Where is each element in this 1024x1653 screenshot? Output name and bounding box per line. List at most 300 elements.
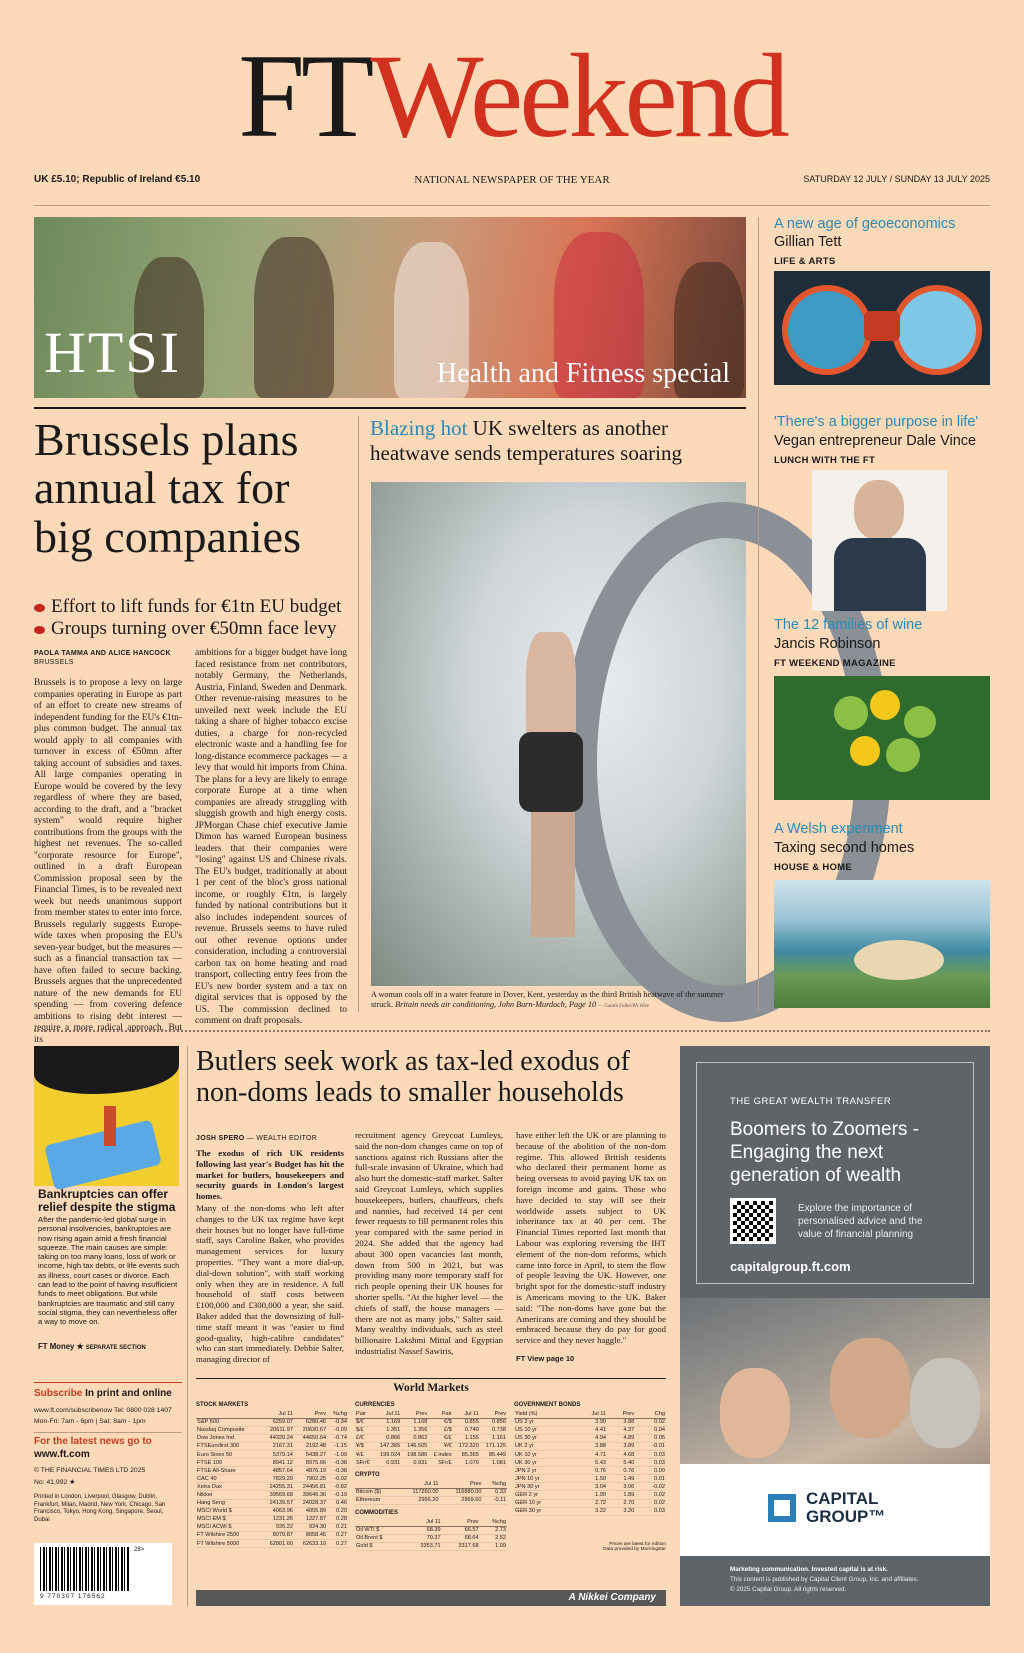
butlers-body-col-1: Many of the non-doms who left after changes to the UK tax regime have kept their houses but no longer have full-time staff, says Caroline Baker, who provides management services for luxury properties. "They want a more dial-up, dial-down solution", with staff working only when they are in residence. A full household of staff costs between £100,000 and £300,000 a year, she said. Baker added that the downsizing of full-time staff meant it was "easier to find good-quality, high-calibre candidates" who can start immediately. Debbie Salter, managing director of xyxy=(196,1203,344,1365)
commodities-cell: 3317.68 xyxy=(442,1542,480,1550)
bonds-cell: US 10 yr xyxy=(514,1426,573,1434)
currencies-cell: 0.738 xyxy=(480,1426,507,1434)
currencies-cell: SFr/€ xyxy=(355,1459,374,1467)
subscribe-divider xyxy=(34,1432,182,1433)
bonds-cell: 1.50 xyxy=(573,1475,607,1483)
bonds-table xyxy=(514,1410,666,1516)
side-1-title[interactable]: Gillian Tett xyxy=(774,234,842,250)
side-4-title[interactable]: Taxing second homes xyxy=(774,840,915,856)
stock-markets-cell: 6259.07 xyxy=(261,1418,294,1426)
bonds-row xyxy=(514,1434,666,1442)
bonds-cell: 2.72 xyxy=(573,1499,607,1507)
stock-markets-cell: 24028.37 xyxy=(294,1499,327,1507)
crypto-col-header: Jul 11 xyxy=(397,1480,440,1488)
masthead xyxy=(0,29,1024,162)
stock-markets-cell: 44650.64 xyxy=(294,1434,327,1442)
stock-markets-cell: 924.30 xyxy=(294,1523,327,1531)
commodities-cell: 1.09 xyxy=(480,1542,507,1550)
nikkei-bar xyxy=(196,1590,666,1606)
stock-markets-cell: -0.74 xyxy=(327,1434,348,1442)
currencies-cell: 172.320 xyxy=(453,1442,480,1450)
bonds-cell: 4.94 xyxy=(573,1434,607,1442)
currencies-row xyxy=(355,1418,507,1426)
bonds-cell: 0.01 xyxy=(635,1475,666,1483)
stock-markets-cell: FTSE All-Share xyxy=(196,1467,261,1475)
crypto-cell: Ethereum xyxy=(355,1496,397,1504)
butlers-intro: The exodus of rich UK residents following last year's Budget has hit the market for butlers, housekeepers and security guards in London's largest homes. xyxy=(196,1148,344,1202)
bonds-cell: JPN 2 yr xyxy=(514,1467,573,1475)
welsh-coast-photo xyxy=(774,880,990,1008)
subscribe-title[interactable]: Subscribe In print and online xyxy=(34,1388,172,1399)
heatwave-photo xyxy=(371,482,746,986)
stock-markets-cell: 4055.89 xyxy=(294,1507,327,1515)
currencies-row xyxy=(355,1426,507,1434)
stock-markets-row xyxy=(196,1531,348,1539)
currencies-cell: $/€ xyxy=(355,1418,374,1426)
currencies-cell: SFr/£ xyxy=(428,1459,452,1467)
stock-markets-cell: 20630.67 xyxy=(294,1426,327,1434)
bank-body: After the pandemic-led global surge in personal insolvencies, bankruptcies are now rising again amid a fresh financial squeeze. The main causes are simple: taking on too many loans, loss of work or income, high tax debts, or life events such as illness, court cases or divorce. Each can lead to the point of having insufficient funds to meet obligations. But while bankruptcies are traumatic and still carry social stigma, they can nevertheless offer a way to move on. xyxy=(38,1215,180,1327)
commodities-cell: 70.37 xyxy=(404,1534,442,1542)
stock-markets-row xyxy=(196,1418,348,1426)
stock-markets-cell: -0.34 xyxy=(327,1418,348,1426)
crypto-cell: -0.11 xyxy=(482,1496,507,1504)
bonds-cell: US 2 yr xyxy=(514,1418,573,1426)
bonds-cell: 0.03 xyxy=(635,1450,666,1458)
bonds-cell: 0.04 xyxy=(635,1426,666,1434)
stock-markets-row xyxy=(196,1459,348,1467)
currencies-cell: ¥/€ xyxy=(428,1442,452,1450)
stock-markets-cell: -0.38 xyxy=(327,1467,348,1475)
bonds-label: GOVERNMENT BONDS xyxy=(514,1402,581,1408)
currencies-row xyxy=(355,1442,507,1450)
bankruptcy-illustration xyxy=(34,1046,179,1186)
stock-markets-cell: -0.09 xyxy=(327,1426,348,1434)
currencies-col-header: Pair xyxy=(428,1410,452,1418)
bonds-cell: -0.01 xyxy=(635,1442,666,1450)
currencies-row xyxy=(355,1459,507,1467)
stock-markets-row xyxy=(196,1442,348,1450)
stock-markets-cell: -0.38 xyxy=(327,1459,348,1467)
heat-kicker: Blazing hot xyxy=(370,416,468,440)
bonds-cell: 0.02 xyxy=(635,1491,666,1499)
stock-markets-cell: FTSE 100 xyxy=(196,1459,261,1467)
markets-note-2: Data provided by Morningstar xyxy=(603,1546,666,1552)
currencies-table-wrap xyxy=(355,1402,507,1551)
butlers-headline[interactable]: Butlers seek work as tax-led exodus of non-doms leads to smaller households xyxy=(196,1046,630,1109)
bonds-cell: 4.68 xyxy=(607,1450,635,1458)
stock-markets-cell: 62633.10 xyxy=(294,1540,327,1548)
fold-separator xyxy=(34,1030,990,1032)
bonds-cell: 4.37 xyxy=(607,1426,635,1434)
crypto-col-header xyxy=(355,1480,397,1488)
currencies-cell: 171.125 xyxy=(480,1442,507,1450)
ad-url[interactable]: capitalgroup.ft.com xyxy=(730,1259,851,1274)
stock-markets-cell: -1.09 xyxy=(327,1450,348,1458)
side-4-kicker[interactable]: A Welsh experiment xyxy=(774,821,903,837)
lead-place: BRUSSELS xyxy=(34,659,74,666)
stock-markets-cell: 24139.57 xyxy=(261,1499,294,1507)
currencies-col-header: Prev xyxy=(480,1410,507,1418)
stock-markets-cell: 39569.68 xyxy=(261,1491,294,1499)
bonds-cell: GER 2 yr xyxy=(514,1491,573,1499)
stock-markets-cell: Hang Seng xyxy=(196,1499,261,1507)
crypto-cell: 117260.00 xyxy=(397,1488,440,1496)
markets-title: World Markets xyxy=(393,1382,469,1394)
stock-markets-cell: Euro Stoxx 50 xyxy=(196,1450,261,1458)
bonds-cell: 4.41 xyxy=(573,1426,607,1434)
commodities-row xyxy=(355,1542,507,1550)
subscribe-rule xyxy=(34,1382,182,1383)
bonds-cell: 0.76 xyxy=(607,1467,635,1475)
stock-markets-cell: S&P 500 xyxy=(196,1418,261,1426)
commodities-row xyxy=(355,1526,507,1534)
stock-markets-cell: 2167.31 xyxy=(261,1442,294,1450)
lead-bullet-2: Groups turning over €50mn face levy xyxy=(34,618,336,640)
stock-markets-cell: 0.27 xyxy=(327,1531,348,1539)
currencies-cell: 85.449 xyxy=(480,1450,507,1458)
bonds-row xyxy=(514,1467,666,1475)
currencies-cell: €/£ xyxy=(428,1434,452,1442)
stock-markets-cell: FT Wilshire 5000 xyxy=(196,1540,261,1548)
stock-markets-row xyxy=(196,1515,348,1523)
currencies-row xyxy=(355,1434,507,1442)
stock-markets-col-header xyxy=(196,1410,261,1418)
stock-markets-cell: 5438.27 xyxy=(294,1450,327,1458)
currencies-row xyxy=(355,1450,507,1458)
stock-markets-cell: 4876.19 xyxy=(294,1467,327,1475)
masthead-rule xyxy=(34,205,990,206)
stock-markets-row xyxy=(196,1499,348,1507)
side-2-title[interactable]: Vegan entrepreneur Dale Vince xyxy=(774,433,977,449)
capital-group-ad[interactable] xyxy=(680,1046,990,1606)
commodities-col-header: Prev xyxy=(442,1518,480,1526)
bonds-row xyxy=(514,1426,666,1434)
commodities-cell: 2.73 xyxy=(480,1526,507,1534)
stock-markets-cell: 6280.46 xyxy=(294,1418,327,1426)
stock-markets-cell: 0.46 xyxy=(327,1499,348,1507)
bonds-row xyxy=(514,1483,666,1491)
currencies-cell: 85.365 xyxy=(453,1450,480,1458)
bonds-cell: 3.88 xyxy=(573,1442,607,1450)
stock-markets-col-header: %chg xyxy=(327,1410,348,1418)
crypto-cell: 116880.00 xyxy=(440,1488,483,1496)
bonds-cell: 5.43 xyxy=(573,1459,607,1467)
stock-markets-cell: 8079.87 xyxy=(261,1531,294,1539)
lead-body-col-2: ambitions for a bigger budget have long faced resistance from net contributors, notably Germany, the Netherlands, Austria, Finland, Sweden and Denmark. Other revenue-raising measures to be unveiled next week include the EU taking a share of higher tobacco excise duties, a charge for non-recycled electronic waste and a handling fee for long-distance ecommerce packages — a levy that would hit imports from China. The plans for a levy are likely to enrage corporate Europe at a time when companies are already struggling with sluggish growth and high energy costs. JPMorgan Chase chief executive Jamie Dimon has warned European business leaders that their companies were "losing" against US and Chinese rivals. The EU's budget, traditionally at about 1 per cent of the bloc's gross national income, or roughly €1tn, is largely funded by national contributions but it also includes independent sources of revenue. Brussels seems to have ruled out other revenue options under consideration, including a controversial carbon tax on home heating and road transport, collecting entry fees from the EU's new border system and a tax on digital services that is opposed by the US. The commission declined to comment on draft proposals. xyxy=(195,648,347,1026)
bonds-cell: GER 30 yr xyxy=(514,1507,573,1515)
bonds-cell: 4.89 xyxy=(607,1434,635,1442)
side-1-section: LIFE & ARTS xyxy=(774,256,836,267)
crypto-cell: Bitcoin ($) xyxy=(355,1488,397,1496)
bonds-cell: 2.70 xyxy=(607,1499,635,1507)
stock-markets-row xyxy=(196,1507,348,1515)
currencies-cell: ¥/$ xyxy=(355,1442,374,1450)
bonds-row xyxy=(514,1450,666,1458)
stock-markets-cell: Dow Jones Ind xyxy=(196,1434,261,1442)
currencies-cell: 1.356 xyxy=(401,1426,428,1434)
commodities-cell: 66.57 xyxy=(442,1526,480,1534)
butlers-byline: JOSH SPERO — WEALTH EDITOR xyxy=(196,1135,318,1142)
stock-markets-cell: -0.19 xyxy=(327,1491,348,1499)
bonds-cell: 3.04 xyxy=(573,1483,607,1491)
crypto-label: CRYPTO xyxy=(355,1472,380,1479)
commodities-cell: 68.39 xyxy=(404,1526,442,1534)
crypto-cell: 0.33 xyxy=(482,1488,507,1496)
stock-markets-cell: 5379.14 xyxy=(261,1450,294,1458)
stock-markets-cell: FT Wilshire 2500 xyxy=(196,1531,261,1539)
bonds-cell: UK 2 yr xyxy=(514,1442,573,1450)
stock-markets-cell: -1.15 xyxy=(327,1442,348,1450)
crypto-col-header: Prev xyxy=(440,1480,483,1488)
stock-markets-row xyxy=(196,1467,348,1475)
commodities-label: COMMODITIES xyxy=(355,1509,398,1516)
stock-markets-cell: 4857.64 xyxy=(261,1467,294,1475)
stock-markets-cell: 8941.12 xyxy=(261,1459,294,1467)
commodities-row xyxy=(355,1534,507,1542)
crypto-col-header: %chg xyxy=(482,1480,507,1488)
stock-markets-cell: 7829.29 xyxy=(261,1475,294,1483)
stock-markets-cell: 0.20 xyxy=(327,1507,348,1515)
bonds-cell: 0.02 xyxy=(635,1418,666,1426)
bonds-cell: 3.88 xyxy=(607,1418,635,1426)
bonds-cell: 0.03 xyxy=(635,1459,666,1467)
stock-markets-table xyxy=(196,1410,348,1548)
bonds-cell: 3.20 xyxy=(607,1507,635,1515)
bonds-cell: 3.22 xyxy=(573,1507,607,1515)
commodities-cell: 68.64 xyxy=(442,1534,480,1542)
bonds-cell: 5.40 xyxy=(607,1459,635,1467)
currencies-cell: 0.855 xyxy=(453,1418,480,1426)
stock-markets-cell: 24255.31 xyxy=(261,1483,294,1491)
lead-headline[interactable]: Brussels plans annual tax for big companies xyxy=(34,414,301,562)
currencies-cell: $/£ xyxy=(355,1426,374,1434)
column-divider xyxy=(358,416,359,1012)
bonds-row xyxy=(514,1442,666,1450)
bonds-cell: UK 30 yr xyxy=(514,1459,573,1467)
currencies-label: CURRENCIES xyxy=(355,1402,395,1408)
bonds-col-header: Chg xyxy=(635,1410,666,1418)
stock-markets-cell: Xetra Dax xyxy=(196,1483,261,1491)
latest-news-label: For the latest news go to xyxy=(34,1436,152,1447)
ad-copy: Explore the importance of personalised advice and the value of financial planning xyxy=(798,1203,923,1240)
currencies-cell: 0.866 xyxy=(374,1434,401,1442)
stock-markets-row xyxy=(196,1523,348,1531)
bonds-row xyxy=(514,1475,666,1483)
stock-markets-cell: -0.82 xyxy=(327,1483,348,1491)
stock-markets-cell: CAC 40 xyxy=(196,1475,261,1483)
stock-markets-row xyxy=(196,1491,348,1499)
stock-markets-cell: 39646.36 xyxy=(294,1491,327,1499)
stock-markets-cell: 0.21 xyxy=(327,1523,348,1531)
butlers-ref[interactable]: FT View page 10 xyxy=(516,1354,575,1363)
currencies-col-header: Jul 11 xyxy=(374,1410,401,1418)
nikkei-label: A Nikkei Company xyxy=(568,1592,656,1603)
stock-markets-cell: 1227.87 xyxy=(294,1515,327,1523)
capital-group-logo-icon xyxy=(768,1494,796,1522)
currencies-cell: 1.155 xyxy=(453,1434,480,1442)
bonds-cell: 0.00 xyxy=(635,1467,666,1475)
bonds-cell: 0.05 xyxy=(635,1434,666,1442)
ad-disclaimer-1: Marketing communication. Invested capital is at risk. xyxy=(730,1566,888,1573)
heat-headline[interactable] xyxy=(370,416,750,466)
stock-markets-col-header: Prev xyxy=(294,1410,327,1418)
currencies-cell: £ index xyxy=(428,1450,452,1458)
bonds-cell: 3.90 xyxy=(573,1418,607,1426)
side-3-kicker[interactable]: The 12 families of wine xyxy=(774,617,923,633)
currencies-cell: 0.931 xyxy=(401,1459,428,1467)
stock-markets-row xyxy=(196,1434,348,1442)
currencies-cell: 1.161 xyxy=(480,1434,507,1442)
commodities-col-header xyxy=(355,1518,404,1526)
stock-markets-cell: MSCI EM $ xyxy=(196,1515,261,1523)
bonds-row xyxy=(514,1459,666,1467)
currencies-cell: ¥/£ xyxy=(355,1450,374,1458)
stock-markets-cell: 20611.97 xyxy=(261,1426,294,1434)
stock-markets-cell: MSCI World $ xyxy=(196,1507,261,1515)
wine-families-illustration xyxy=(774,676,990,800)
crypto-table xyxy=(355,1480,507,1505)
subscribe-contact: www.ft.com/subscribenow Tel: 0800 028 1407 xyxy=(34,1407,172,1414)
currencies-cell: 147.365 xyxy=(374,1442,401,1450)
currencies-col-header: Pair xyxy=(355,1410,374,1418)
ad-disclaimer-2: This content is published by Capital Client Group, Inc. and affiliates. xyxy=(730,1576,919,1583)
stock-markets-cell: 62801.60 xyxy=(261,1540,294,1548)
stock-markets-col-header: Jul 11 xyxy=(261,1410,294,1418)
stock-markets-table-wrap xyxy=(196,1402,348,1548)
stock-markets-cell: 0.27 xyxy=(327,1540,348,1548)
currencies-table xyxy=(355,1410,507,1467)
currencies-cell: 199.024 xyxy=(374,1450,401,1458)
ad-kicker: THE GREAT WEALTH TRANSFER xyxy=(730,1096,892,1107)
stock-markets-cell: 2192.48 xyxy=(294,1442,327,1450)
bonds-cell: JPN 30 yr xyxy=(514,1483,573,1491)
stock-markets-cell: -0.92 xyxy=(327,1475,348,1483)
bonds-cell: US 30 yr xyxy=(514,1434,573,1442)
currencies-col-header: Prev xyxy=(401,1410,428,1418)
stock-markets-cell: MSCI ACWI $ xyxy=(196,1523,261,1531)
currencies-cell: 0.740 xyxy=(453,1426,480,1434)
stock-markets-cell: 4063.96 xyxy=(261,1507,294,1515)
bank-headline[interactable]: Bankruptcies can offer relief despite the stigma xyxy=(38,1187,176,1214)
currencies-cell: £/€ xyxy=(355,1434,374,1442)
currencies-cell: 1.351 xyxy=(374,1426,401,1434)
side-3-title[interactable]: Jancis Robinson xyxy=(774,636,881,652)
crypto-row xyxy=(355,1496,507,1504)
stock-markets-cell: 926.22 xyxy=(261,1523,294,1531)
htsi-promo-photo[interactable] xyxy=(34,217,746,398)
commodities-col-header: %chg xyxy=(480,1518,507,1526)
bottom-divider xyxy=(187,1046,188,1606)
stock-markets-cell: 44320.24 xyxy=(261,1434,294,1442)
commodities-cell: Oil Brent $ xyxy=(355,1534,404,1542)
issue-number: No: 41,992 ★ xyxy=(34,1479,76,1486)
bonds-col-header: Jul 11 xyxy=(573,1410,607,1418)
stock-markets-label: STOCK MARKETS xyxy=(196,1402,249,1408)
copyright: © THE FINANCIAL TIMES LTD 2025 xyxy=(34,1467,146,1474)
commodities-col-header: Jul 11 xyxy=(404,1518,442,1526)
side-4-section: HOUSE & HOME xyxy=(774,862,853,873)
tagline: NATIONAL NEWSPAPER OF THE YEAR xyxy=(414,174,610,186)
stock-markets-cell: FTSEurofirst 300 xyxy=(196,1442,261,1450)
bonds-cell: 1.90 xyxy=(573,1491,607,1499)
currencies-cell: 198.586 xyxy=(401,1450,428,1458)
currencies-cell: £/$ xyxy=(428,1426,452,1434)
stock-markets-cell: 7902.25 xyxy=(294,1475,327,1483)
stock-markets-row xyxy=(196,1483,348,1491)
commodities-cell: Oil WTI $ xyxy=(355,1526,404,1534)
commodities-cell: 2.52 xyxy=(480,1534,507,1542)
stock-markets-cell: 8058.45 xyxy=(294,1531,327,1539)
bonds-cell: 1.89 xyxy=(607,1491,635,1499)
geoeconomics-illustration xyxy=(774,271,990,385)
currencies-cell: 1.081 xyxy=(480,1459,507,1467)
lead-body-col-1: Brussels is to propose a levy on large companies operating in Europe as part of an effort to create new streams of independent funding for the EU's €1tn-plus common budget. The annual tax would apply to all companies with turnover in excess of €50mn after taking account of subsidies and taxes. All large companies operating in Europe would be covered by the levy regardless of where they are based, according to the draft, and a "bracket system" would require higher contributions from the groups with the highest net revenues. The so-called "corporate resource for Europe", outlined in a draft European Commission proposal seen by the Financial Times, is to be revealed next week but needs unanimous support from member states to enter into force. Brussels regularly suggests Europe-wide taxes when proposing the EU's seven-year budget, but the measures — such as a financial transaction tax — have often failed to secure backing. Brussels argues that the unprecedented nature of the new demands for EU spending — from covering defence ambitions to rising debt interest — require a more radical approach. But its xyxy=(34,678,182,1045)
stock-markets-row xyxy=(196,1475,348,1483)
bonds-cell: UK 10 yr xyxy=(514,1450,573,1458)
ad-headline: Boomers to Zoomers - Engaging the next generation of wealth xyxy=(730,1119,919,1186)
bonds-cell: GER 10 yr xyxy=(514,1499,573,1507)
subscribe-hours: Mon-Fri: 7am - 6pm | Sat: 8am - 1pm xyxy=(34,1418,146,1425)
heat-headline-text: UK swelters as another heatwave sends temperatures soaring xyxy=(370,416,682,466)
stock-markets-cell: 8975.66 xyxy=(294,1459,327,1467)
side-2-section: LUNCH WITH THE FT xyxy=(774,455,876,466)
bonds-row xyxy=(514,1418,666,1426)
bonds-cell: 0.02 xyxy=(635,1499,666,1507)
commodities-cell: Gold $ xyxy=(355,1542,404,1550)
markets-top-rule xyxy=(196,1378,666,1379)
bonds-row xyxy=(514,1507,666,1515)
side-2-kicker[interactable]: 'There's a bigger purpose in life' xyxy=(774,414,979,430)
bonds-row xyxy=(514,1499,666,1507)
bank-ref[interactable]: FT Money ★ SEPARATE SECTION xyxy=(38,1342,146,1351)
butlers-body-col-3: have either left the UK or are planning to because of the abolition of the non-dom regime. This allowed British residents who declared their permanent home as being overseas to avoid paying UK tax on foreign income and gains. Those who have decided to stay will see their worldwide assets subject to UK inheritance tax at 40 per cent. The Financial Times reported last month that Labour was exploring reversing the IHT element of the non-dom reforms, which came into force in April, to stem the flow of people leaving the UK. However, one bright spot for the domestic-staff industry is Americans moving to the UK. Baker said: "The non-doms have gone but the Americans are coming and they should be embraced because they do pay for good service and they never haggle." xyxy=(516,1130,666,1346)
currencies-cell: 1.076 xyxy=(453,1459,480,1467)
crypto-cell: 2969.60 xyxy=(440,1496,483,1504)
bonds-col-header: Prev xyxy=(607,1410,635,1418)
ad-brand: CAPITAL GROUP™ xyxy=(806,1489,886,1526)
commodities-table xyxy=(355,1518,507,1551)
bonds-cell: 0.03 xyxy=(635,1507,666,1515)
lead-bullet-1: Effort to lift funds for €1tn EU budget xyxy=(34,596,341,618)
side-1-kicker[interactable]: A new age of geoeconomics xyxy=(774,216,956,232)
cover-price: UK £5.10; Republic of Ireland €5.10 xyxy=(34,174,201,185)
dale-vince-portrait xyxy=(812,470,947,611)
bonds-cell: 1.49 xyxy=(607,1475,635,1483)
stock-markets-row xyxy=(196,1450,348,1458)
stock-markets-cell: 0.28 xyxy=(327,1515,348,1523)
issue-date: SATURDAY 12 JULY / SUNDAY 13 JULY 2025 xyxy=(803,174,990,184)
crypto-row xyxy=(355,1488,507,1496)
heat-caption: A woman cools off in a water feature in Dover, Kent, yesterday as the third British heatwave of the summer struck. Britain needs air conditioning, John Burn-Murdoch, Page 10 — Gareth Fuller/PA Wire xyxy=(371,990,724,1009)
barcode: 28> 9 770307 176562 xyxy=(34,1543,172,1605)
currencies-cell: 0.931 xyxy=(374,1459,401,1467)
currencies-cell: 1.168 xyxy=(401,1418,428,1426)
butlers-body-col-2: recruitment agency Greycoat Lumleys, said the non-dom changes came on top of sanctions against rich Russians after the full-scale invasion of Ukraine, which had also hurt the domestic-staff market. Salter said Greycoat Lumleys, which supplies housekeepers, butlers, chauffeurs, chefs and nannies, had received 14 per cent fewer requests to fill permanent roles this year compared with the same period in 2024. She added that the agency had about 300 open vacancies last month, down from 500 in 2021, but was providing many more temporary staff for rich people opening their UK houses for shorter spells. "At the higher level — the chiefs of staff, the house managers — there are not as many jobs," Salter said. Many wealthy individuals, such as steel billionaire Lakshmi Mittal and Egyptian industrialist Nassef Sawiris, xyxy=(355,1130,503,1356)
qr-code[interactable] xyxy=(730,1198,776,1244)
bonds-cell: 4.71 xyxy=(573,1450,607,1458)
commodities-cell: 3353.71 xyxy=(404,1542,442,1550)
ft-url-link[interactable]: www.ft.com xyxy=(34,1449,90,1460)
side-3-section: FT WEEKEND MAGAZINE xyxy=(774,658,896,669)
bonds-cell: 3.89 xyxy=(607,1442,635,1450)
stock-markets-row xyxy=(196,1540,348,1548)
bonds-table-wrap xyxy=(514,1402,666,1552)
bonds-cell: 3.06 xyxy=(607,1483,635,1491)
currencies-cell: 146.505 xyxy=(401,1442,428,1450)
bonds-cell: -0.02 xyxy=(635,1483,666,1491)
ad-logo-panel xyxy=(680,1464,990,1556)
